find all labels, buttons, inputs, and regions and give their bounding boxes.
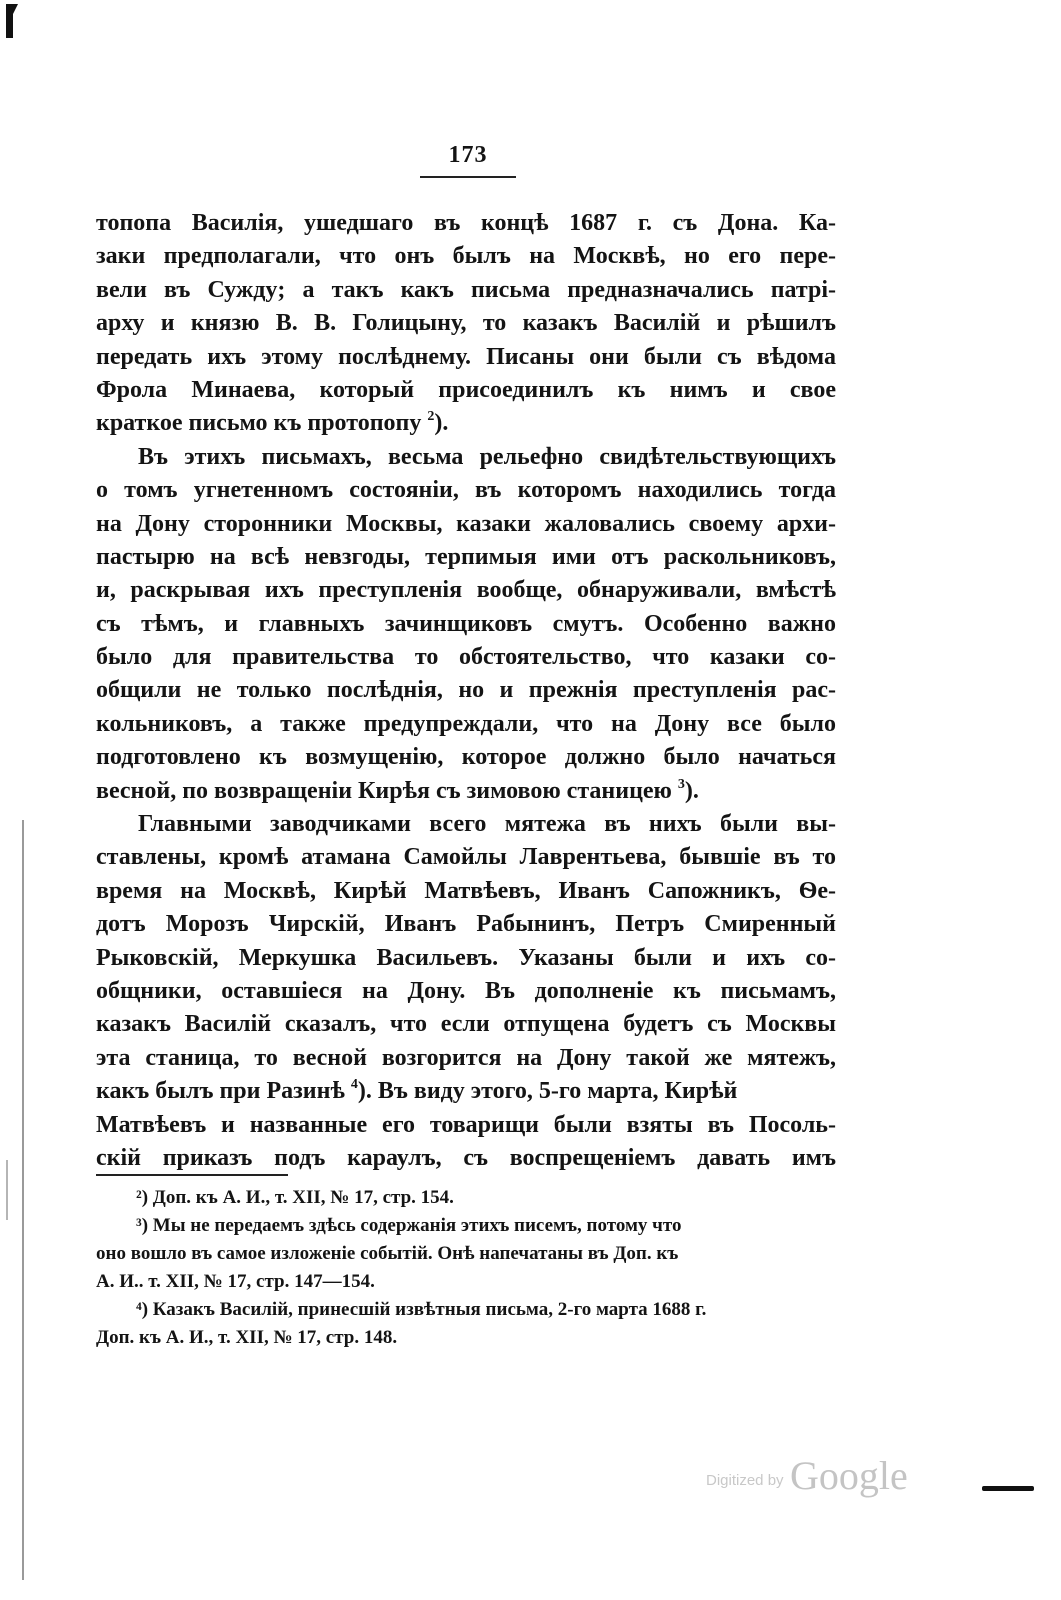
- text-line: о томъ угнетенномъ состояніи, въ которомъ находились тогда: [96, 477, 836, 504]
- ref-close: ).: [684, 777, 699, 804]
- text-line: передать ихъ этому послѣднему. Писаны они были съ вѣдома: [96, 343, 836, 370]
- text-line: кольниковъ, а также предупреждали, что на Дону все было: [96, 710, 836, 737]
- text-line-content: какъ былъ при Разинѣ: [96, 1078, 345, 1105]
- text-line: вели въ Суждy; а такъ какъ письма предназначались патрі-: [96, 276, 836, 303]
- footnote: Доп. къ А. И., т. XII, № 17, стр. 148.: [96, 1327, 398, 1348]
- text-line: общили не только послѣднія, но и прежнія преступленія рас-: [96, 677, 836, 704]
- text-line-tail: ). Въ виду этого, 5-го марта, Кирѣй: [357, 1078, 738, 1105]
- text-line-content: краткое письмо къ протопопу: [96, 410, 422, 437]
- text-line: топопа Василія, ушедшаго въ концѣ 1687 г. съ Дона. Ка-: [96, 210, 836, 236]
- text-line-content: весной, по возвращеніи Кирѣя съ зимовою станицею: [96, 777, 672, 804]
- scan-margin-dash: [982, 1486, 1034, 1491]
- footnote-ref-4: 4: [350, 1077, 358, 1093]
- text-line: [96, 775, 836, 808]
- text-line: на Дону сторонники Москвы, казаки жаловались своему архи-: [96, 510, 836, 537]
- text-line: скій приказъ подъ караулъ, съ воспрещеніемъ давать имъ: [96, 1144, 836, 1171]
- text-line: дотъ Морозъ Чирскій, Иванъ Рабынинъ, Петръ Смиренный: [96, 911, 836, 938]
- text-line: Главными заводчиками всего мятежа въ нихъ были вы-: [138, 811, 836, 838]
- text-line: Рыковскій, Меркушка Васильевъ. Указаны были и ихъ со-: [96, 944, 836, 971]
- text-line: заки предполагали, что онъ былъ на Москвѣ, но его пере-: [96, 243, 836, 270]
- text-line: подготовлено къ возмущенію, которое должно было начаться: [96, 744, 836, 771]
- text-line: арху и князю В. В. Голицыну, то казакъ Василій и рѣшилъ: [96, 310, 836, 337]
- text-line: время на Москвѣ, Кирѣй Матвѣевъ, Иванъ Сапожникъ, Ѳе-: [96, 877, 836, 904]
- footnote: ⁴) Казакъ Василій, принесшій извѣтныя письма, 2-го марта 1688 г.: [136, 1299, 707, 1320]
- scan-edge-line-upper: [6, 1160, 8, 1220]
- text-line: казакъ Василій сказалъ, что если отпущена будетъ съ Москвы: [96, 1011, 836, 1038]
- footnote-separator: [96, 1174, 288, 1176]
- body-text: [96, 207, 836, 1175]
- watermark-prefix: Digitized by: [706, 1472, 784, 1489]
- footnote-ref-2: 2: [427, 409, 435, 425]
- text-line: [96, 407, 836, 440]
- footnote: оно вошло въ самое изложеніе событій. Онѣ напечатаны въ Доп. къ: [96, 1243, 679, 1264]
- text-line: [96, 1075, 836, 1108]
- scan-corner-mark-wedge: [6, 4, 18, 28]
- text-line: Фрола Минаева, который присоединилъ къ нимъ и свое: [96, 376, 836, 403]
- text-line: ставлены, кромѣ атамана Самойлы Лаврентьева, бывшіе въ то: [96, 844, 836, 871]
- text-line: и, раскрывая ихъ преступленія вообще, обнаруживали, вмѣстѣ: [96, 577, 836, 604]
- text-line: было для правительства то обстоятельство, что казаки со-: [96, 644, 836, 671]
- text-line: общники, оставшіеся на Дону. Въ дополненіе къ письмамъ,: [96, 977, 836, 1004]
- scan-edge-line: [22, 820, 24, 1580]
- footnote: ³) Мы не передаемъ здѣсь содержанія этихъ писемъ, потому что: [136, 1215, 682, 1236]
- text-line: эта станица, то весной возгорится на Дону такой же мятежъ,: [96, 1044, 836, 1071]
- google-logo: Google: [790, 1453, 908, 1498]
- text-line: Въ этихъ письмахъ, весьма рельефно свидѣтельствующихъ: [138, 443, 836, 470]
- footnote: ²) Доп. къ А. И., т. XII, № 17, стр. 154.: [136, 1187, 454, 1208]
- page-number-rule: [420, 176, 516, 178]
- footnote: А. И.. т. XII, № 17, стр. 147—154.: [96, 1271, 375, 1292]
- digitized-watermark: [706, 1452, 936, 1502]
- text-line: пастырю на всѣ невзгоды, терпимыя ими отъ раскольниковъ,: [96, 543, 836, 570]
- footnotes: [96, 1184, 836, 1352]
- page-number: 173: [448, 142, 488, 168]
- ref-close: ).: [434, 410, 449, 437]
- text-line: съ тѣмъ, и главныхъ зачинщиковъ смутъ. Особенно важно: [96, 610, 836, 637]
- footnote-ref-3: 3: [677, 776, 685, 792]
- text-line: Матвѣевъ и названные его товарищи были взяты въ Посоль-: [96, 1111, 836, 1138]
